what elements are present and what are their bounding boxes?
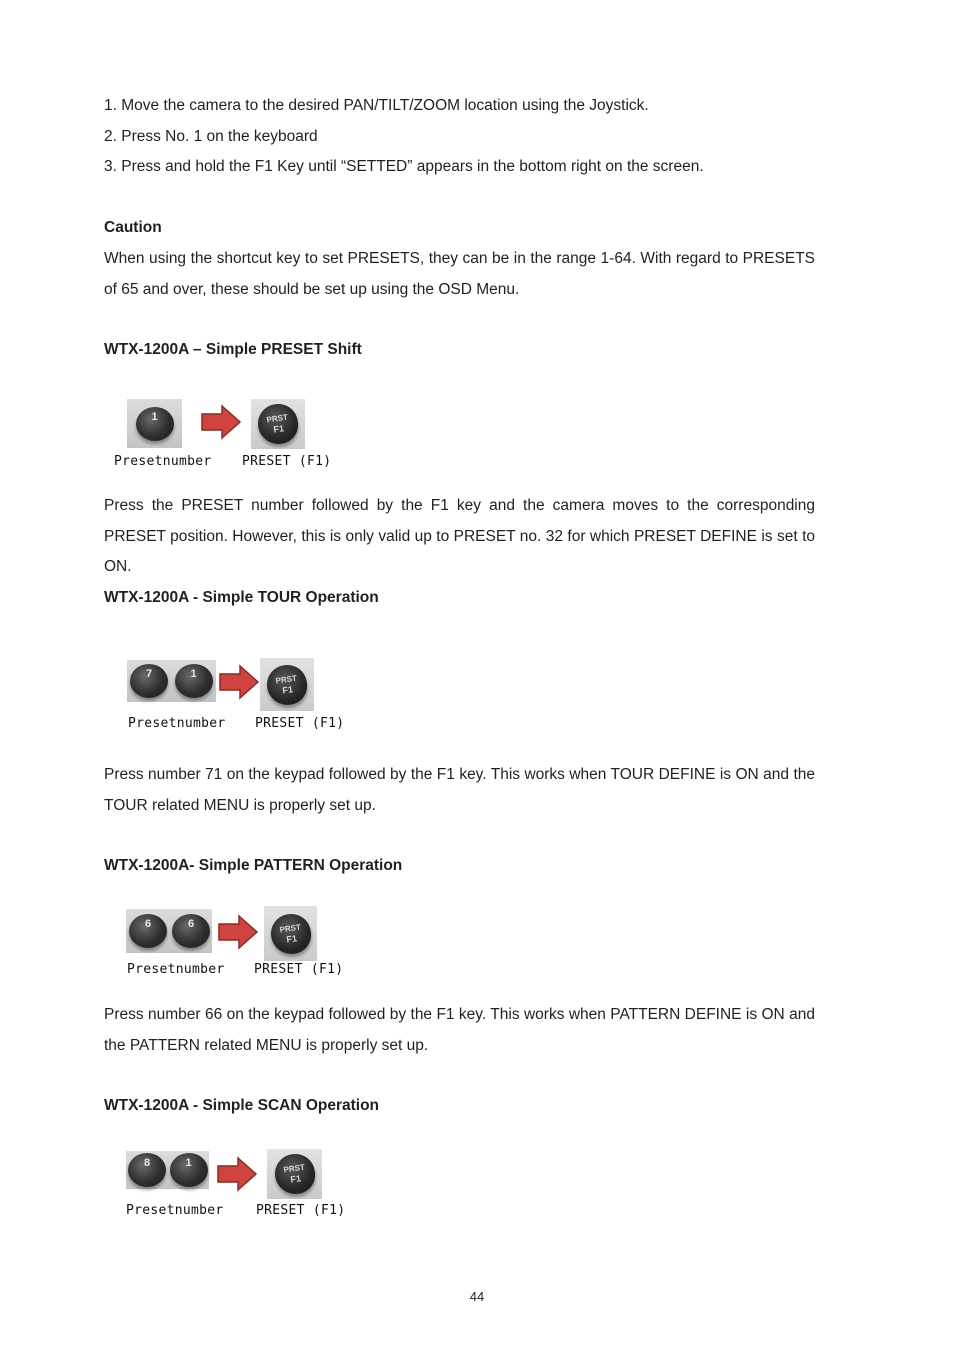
caption-presetnumber: Presetnumber xyxy=(114,454,212,469)
caption-preset-f1: PRESET (F1) xyxy=(242,454,332,469)
key-1-icon: 1 xyxy=(175,664,213,698)
caption-presetnumber: Presetnumber xyxy=(128,716,226,731)
caption-preset-f1: PRESET (F1) xyxy=(255,716,345,731)
step-2: 2. Press No. 1 on the keyboard xyxy=(104,128,318,145)
f1-key-image-preset xyxy=(251,399,305,449)
caution-title: Caution xyxy=(104,219,162,236)
f1-key-icon: PRST F1 xyxy=(272,1151,317,1196)
section-pattern-description: Press number 66 on the keypad followed by the F1 key. This works when PATTERN DEFINE is ON and the PATTERN related MENU is properly set up. xyxy=(104,1006,815,1054)
section-preset-heading: WTX-1200A – Simple PRESET Shift xyxy=(104,341,362,358)
key-6-icon: 6 xyxy=(172,914,210,948)
key-8-icon: 8 xyxy=(128,1153,166,1187)
caption-preset-f1: PRESET (F1) xyxy=(256,1203,346,1218)
f1-key-icon: PRST F1 xyxy=(268,911,313,956)
section-tour-description: Press number 71 on the keypad followed by the F1 key. This works when TOUR DEFINE is ON and the TOUR related MENU is properly set up. xyxy=(104,766,815,814)
caution-text: When using the shortcut key to set PRESETS, they can be in the range 1-64. With regard to PRESETS of 65 and over, these should be set up using the OSD Menu. xyxy=(104,250,815,298)
caption-presetnumber: Presetnumber xyxy=(127,962,225,977)
f1-key-image-pattern xyxy=(264,906,317,961)
keypad-image-scan-8 xyxy=(126,1151,168,1189)
f1-key-icon: PRST F1 xyxy=(255,401,300,446)
f1-key-image-scan xyxy=(267,1149,322,1199)
arrow-right-icon xyxy=(218,663,260,701)
page-number: 44 xyxy=(469,1289,485,1304)
f1-key-icon: PRST F1 xyxy=(264,662,309,707)
arrow-right-icon xyxy=(217,913,259,951)
section-preset-description: Press the PRESET number followed by the F1 key and the camera moves to the corresponding PRESET position. However, this is only valid up to PRESET no. 32 for which PRESET DEFINE is set to ON. xyxy=(104,497,815,575)
keypad-image-preset xyxy=(127,399,182,448)
arrow-right-icon xyxy=(200,403,242,441)
keypad-image-scan-1 xyxy=(168,1151,209,1189)
keypad-image-pattern-6a xyxy=(126,909,170,953)
key-1-icon: 1 xyxy=(136,407,174,441)
section-pattern-heading: WTX-1200A- Simple PATTERN Operation xyxy=(104,857,403,874)
section-scan-heading: WTX-1200A - Simple SCAN Operation xyxy=(104,1097,380,1114)
section-tour-heading: WTX-1200A - Simple TOUR Operation xyxy=(104,589,379,606)
keypad-image-pattern-6b xyxy=(170,909,212,953)
f1-key-image-tour xyxy=(260,658,314,711)
step-3: 3. Press and hold the F1 Key until “SETTED” appears in the bottom right on the screen. xyxy=(104,158,704,175)
caption-preset-f1: PRESET (F1) xyxy=(254,962,344,977)
key-7-icon: 7 xyxy=(130,664,168,698)
caption-presetnumber: Presetnumber xyxy=(126,1203,224,1218)
arrow-right-icon xyxy=(216,1155,258,1193)
key-6-icon: 6 xyxy=(129,914,167,948)
step-1: 1. Move the camera to the desired PAN/TILT/ZOOM location using the Joystick. xyxy=(104,97,649,114)
key-1-icon: 1 xyxy=(170,1153,208,1187)
keypad-image-tour-7 xyxy=(127,660,171,702)
keypad-image-tour-1 xyxy=(171,660,216,702)
